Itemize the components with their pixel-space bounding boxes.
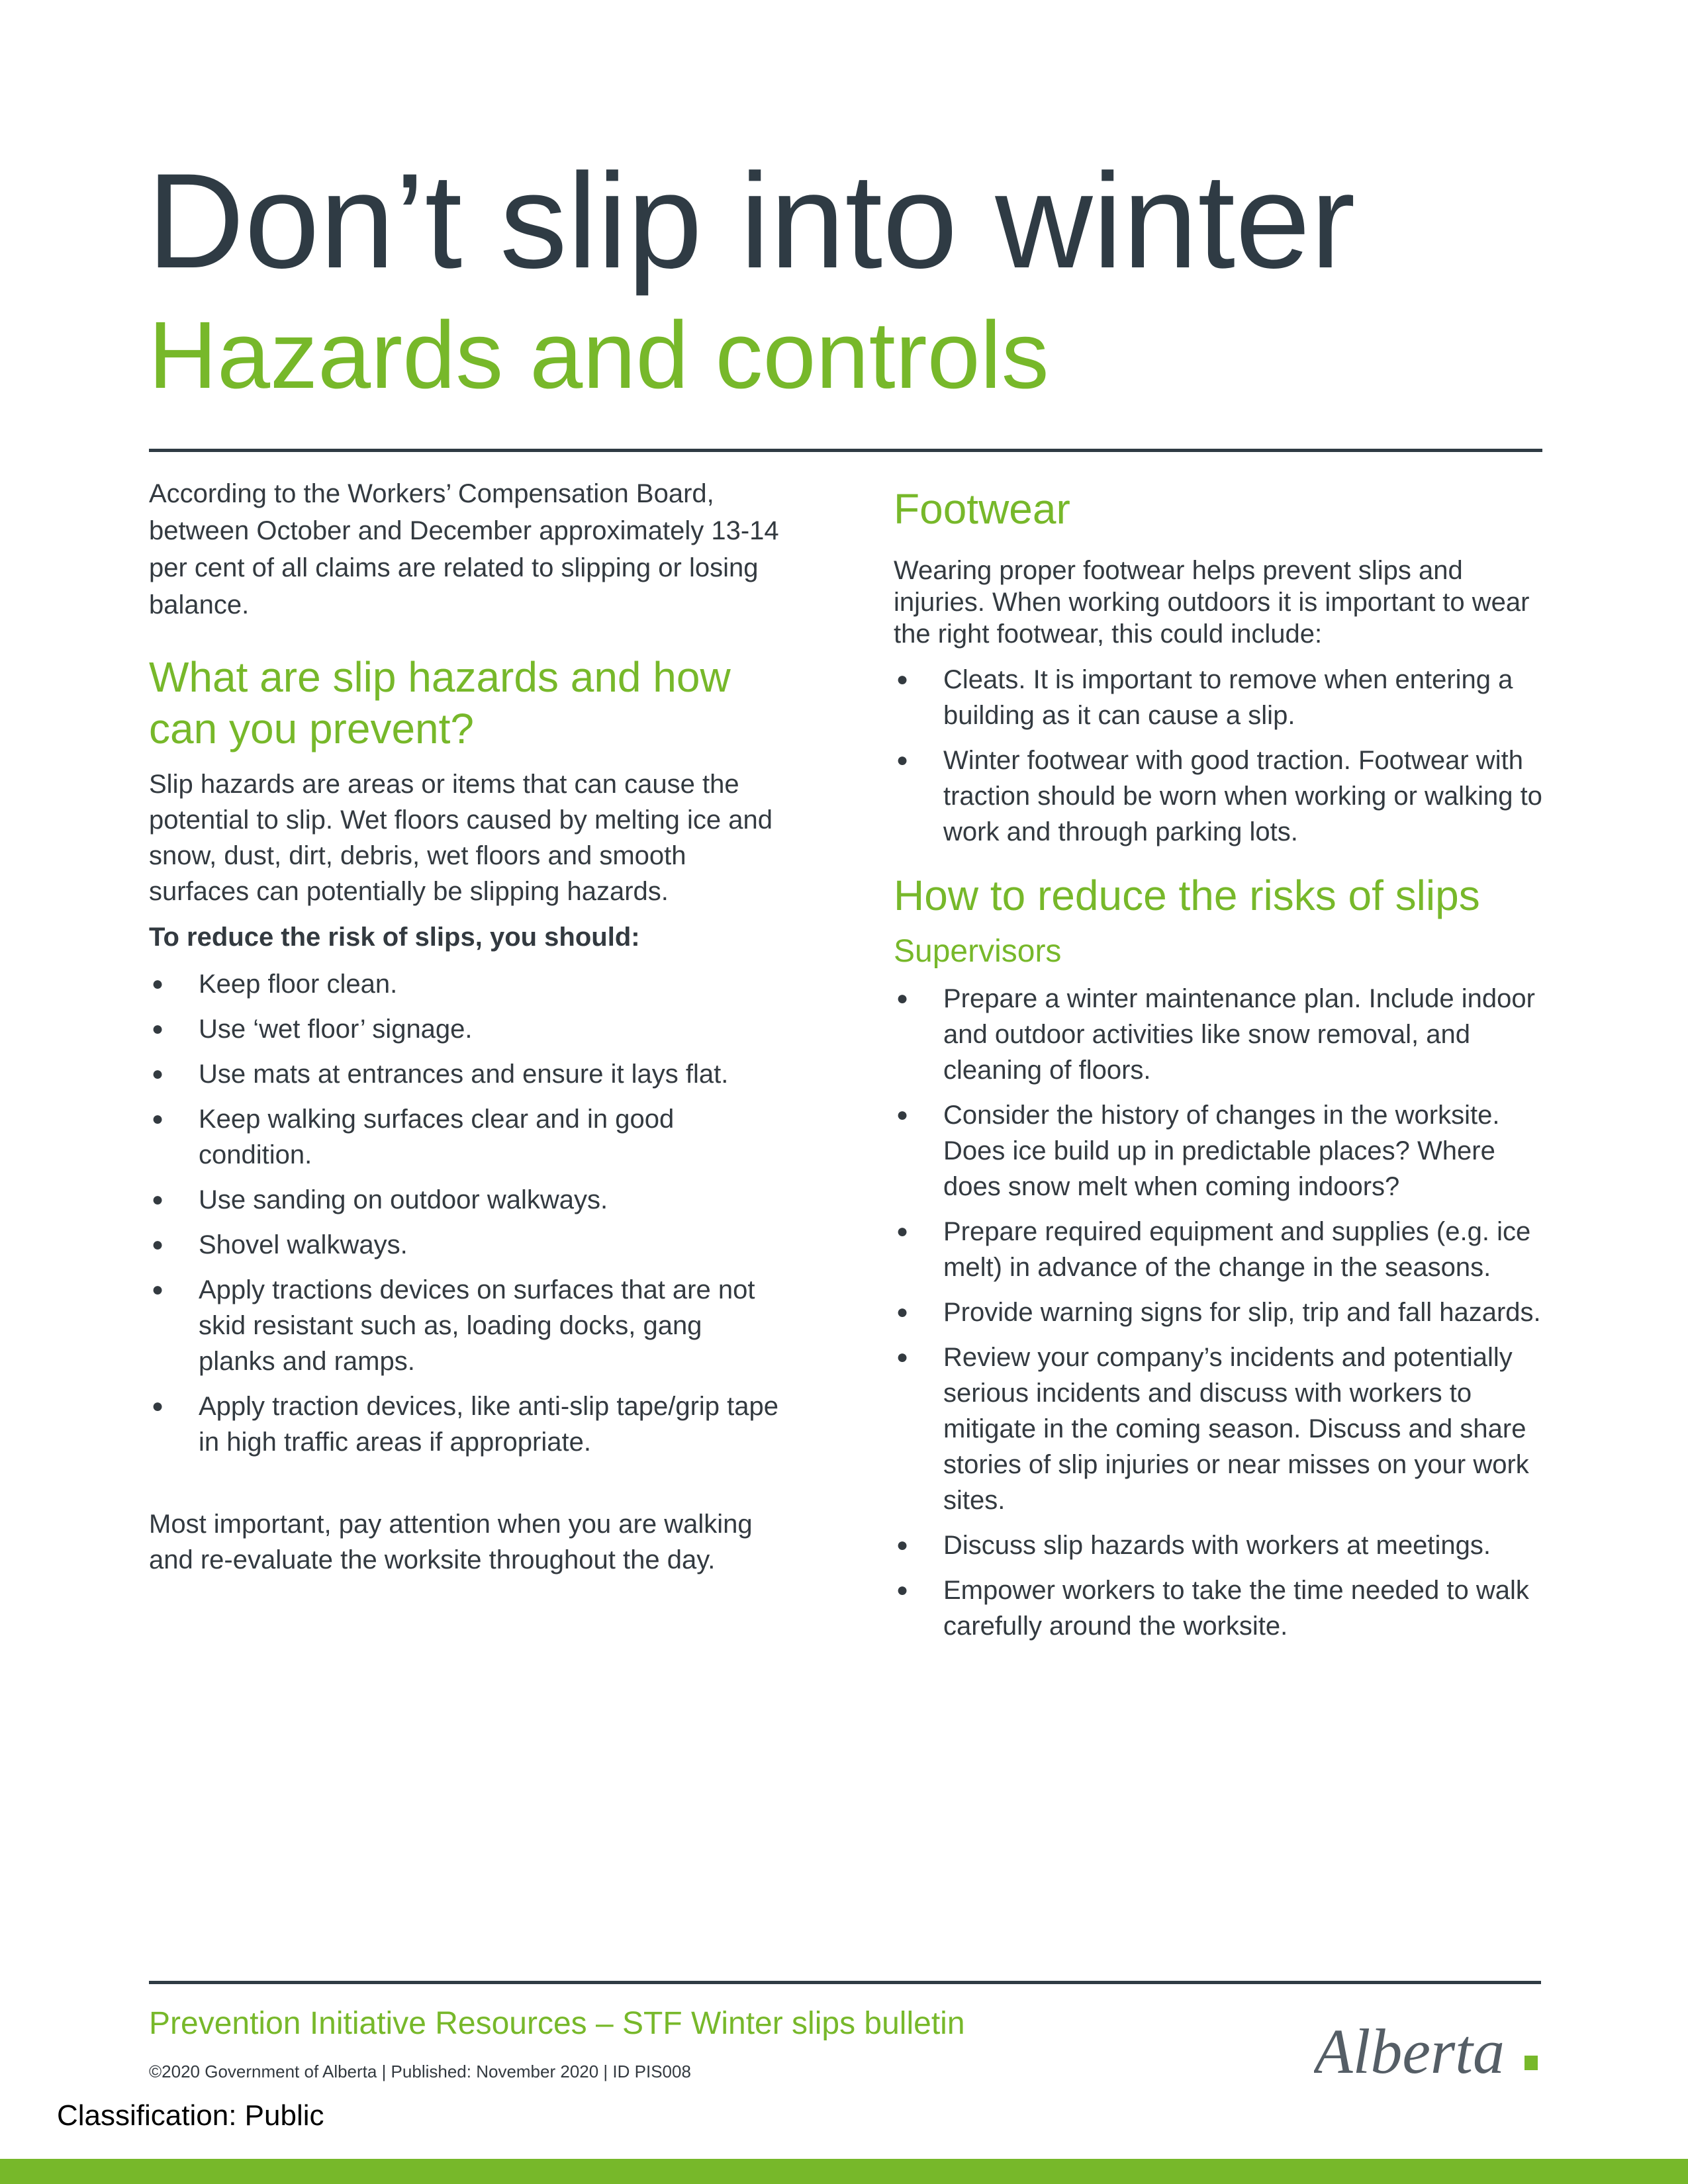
list-item <box>894 1527 1546 1563</box>
list-item <box>894 1340 1546 1518</box>
list-item <box>149 1056 784 1092</box>
bullet-icon: ● <box>152 1189 164 1210</box>
bottom-accent-band <box>0 2159 1688 2184</box>
list-item-text: Use mats at entrances and ensure it lays flat. <box>199 1060 729 1089</box>
list-item <box>894 1097 1546 1205</box>
list-item <box>894 743 1546 850</box>
list-item-text: Apply traction devices, like anti-slip tape/grip tape in high traffic areas if appropriate. <box>199 1392 779 1457</box>
list-item <box>149 1011 784 1047</box>
list-item-text: Shovel walkways. <box>199 1230 408 1259</box>
reduce-risk-list <box>149 966 784 1460</box>
footer-divider <box>149 1981 1541 1984</box>
footwear-list <box>894 662 1546 850</box>
list-item-text: Use ‘wet floor’ signage. <box>199 1015 473 1044</box>
bullet-icon: ● <box>896 668 909 690</box>
footwear-heading: Footwear <box>894 485 1070 533</box>
supervisors-heading: Supervisors <box>894 934 1062 969</box>
slip-hazards-heading: What are slip hazards and how can you prevent? <box>149 653 731 752</box>
classification-label: Classification: Public <box>57 2099 324 2132</box>
list-item <box>149 966 784 1002</box>
closing-paragraph: Most important, pay attention when you are walking and re-evaluate the worksite throughout the day. <box>149 1510 753 1574</box>
list-item-text: Prepare a winter maintenance plan. Include indoor and outdoor activities like snow removal, and cleaning of floors. <box>943 984 1535 1085</box>
footer-title: Prevention Initiative Resources – STF Winter slips bulletin <box>149 2006 965 2041</box>
list-item-text: Use sanding on outdoor walkways. <box>199 1185 608 1214</box>
list-item <box>149 1272 784 1379</box>
list-item <box>149 1227 784 1263</box>
right-column <box>894 475 1546 1653</box>
bullet-icon: ● <box>896 1104 909 1126</box>
footwear-paragraph: Wearing proper footwear helps prevent slips and injuries. When working outdoors it is important to wear the right footwear, this could include: <box>894 556 1530 649</box>
document-subtitle: Hazards and controls <box>148 302 1049 408</box>
list-item <box>894 1295 1546 1330</box>
bullet-icon: ● <box>896 1579 909 1601</box>
list-item <box>149 1388 784 1460</box>
list-item-text: Winter footwear with good traction. Footwear with traction should be worn when working or walking to work and through parking lots. <box>943 746 1542 846</box>
bullet-icon: ● <box>896 1346 909 1368</box>
list-item-text: Consider the history of changes in the worksite. Does ice build up in predictable places? Where does snow melt when coming indoors? <box>943 1101 1500 1201</box>
supervisor-list <box>894 981 1546 1644</box>
document-title: Don’t slip into winter <box>147 146 1356 296</box>
bullet-icon: ● <box>152 1108 164 1130</box>
list-item <box>894 1214 1546 1285</box>
bullet-icon: ● <box>896 749 909 771</box>
reduce-risks-heading: How to reduce the risks of slips <box>894 872 1480 919</box>
list-item <box>894 981 1546 1088</box>
alberta-logo-wordmark: Alberta <box>1314 2016 1505 2087</box>
bullet-icon: ● <box>896 1301 909 1323</box>
bullet-icon: ● <box>152 1018 164 1040</box>
list-item <box>149 1101 784 1173</box>
reduce-risk-lead: To reduce the risk of slips, you should: <box>149 923 640 952</box>
bullet-icon: ● <box>152 1234 164 1255</box>
bullet-icon: ● <box>152 1063 164 1085</box>
alberta-logo <box>1314 2012 1546 2091</box>
footer-meta: ©2020 Government of Alberta | Published: November 2020 | ID PIS008 <box>149 2062 691 2081</box>
intro-paragraph: According to the Workers’ Compensation Board, between October and December approximately 13-14 per cent of all claims are related to slipping or losing balance. <box>149 479 779 619</box>
list-item <box>894 662 1546 733</box>
bullet-icon: ● <box>152 1395 164 1417</box>
bullet-icon: ● <box>896 987 909 1009</box>
alberta-logo-mark <box>1524 2056 1538 2070</box>
list-item <box>149 1182 784 1218</box>
list-item-text: Cleats. It is important to remove when entering a building as it can cause a slip. <box>943 665 1513 730</box>
bullet-icon: ● <box>896 1220 909 1242</box>
list-item-text: Keep floor clean. <box>199 970 398 999</box>
list-item-text: Empower workers to take the time needed to walk carefully around the worksite. <box>943 1576 1529 1641</box>
bullet-icon: ● <box>896 1534 909 1556</box>
list-item-text: Apply tractions devices on surfaces that are not skid resistant such as, loading docks, gang planks and ramps. <box>199 1275 755 1376</box>
list-item-text: Review your company’s incidents and potentially serious incidents and discuss with workers to mitigate in the coming season. Discuss and share stories of slip injuries or near misses on your work sites. <box>943 1343 1529 1515</box>
bullet-icon: ● <box>152 973 164 995</box>
list-item-text: Keep walking surfaces clear and in good condition. <box>199 1105 675 1169</box>
header-divider <box>149 449 1542 452</box>
slip-hazards-paragraph: Slip hazards are areas or items that can cause the potential to slip. Wet floors caused by melting ice and snow, dust, dirt, debris, wet floors and smooth surfaces can potentially be slipping hazards. <box>149 770 773 906</box>
list-item-text: Provide warning signs for slip, trip and fall hazards. <box>943 1298 1541 1327</box>
list-item <box>894 1572 1546 1644</box>
left-column <box>149 475 784 1578</box>
bullet-icon: ● <box>152 1279 164 1300</box>
list-item-text: Prepare required equipment and supplies (e.g. ice melt) in advance of the change in the seasons. <box>943 1217 1531 1282</box>
list-item-text: Discuss slip hazards with workers at meetings. <box>943 1531 1491 1560</box>
